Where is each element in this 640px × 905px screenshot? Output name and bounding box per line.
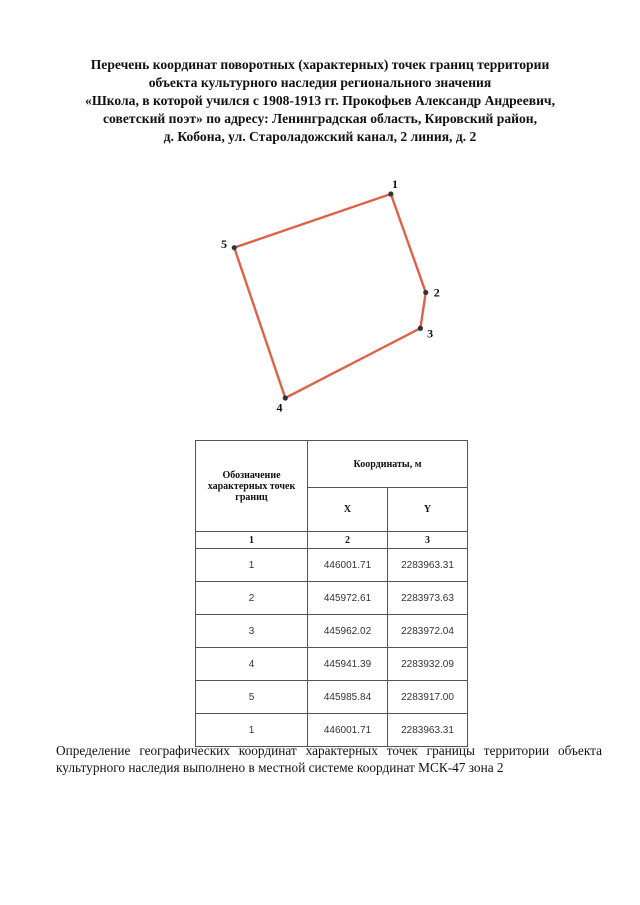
cell-x: 445941.39 [308,648,388,681]
title-line: «Школа, в которой учился с 1908-1913 гг. Прокофьев Александр Андреевич, [85,93,555,108]
title-line: объекта культурного наследия регионального значения [148,75,492,90]
cell-y: 2283963.31 [388,714,468,747]
boundary-plan [200,166,460,426]
cell-point: 3 [196,615,308,648]
cell-point: 5 [196,681,308,714]
header-x: X [308,488,388,532]
cell-x: 445962.02 [308,615,388,648]
boundary-edge [234,248,285,398]
cell-point: 4 [196,648,308,681]
table-row [196,549,468,582]
header-designation: Обозначение характерных точек границ [196,441,308,532]
cell-x: 446001.71 [308,549,388,582]
boundary-point [388,191,393,196]
boundary-edge [234,194,391,248]
boundary-edge [391,194,426,292]
document-title [40,56,600,146]
point-label: 2 [433,285,440,300]
cell-y: 2283973.63 [388,582,468,615]
boundary-edge [285,328,420,398]
cell-y: 2283917.00 [388,681,468,714]
column-number: 3 [388,532,468,549]
header-coordinates: Координаты, м [308,441,468,488]
cell-point: 2 [196,582,308,615]
boundary-edge [420,292,425,328]
point-label: 1 [391,176,398,191]
cell-y: 2283932.09 [388,648,468,681]
cell-point: 1 [196,549,308,582]
note-text: Определение географических координат характерных точек границы территории объекта культурного наследия выполнено в местной системе координат МСК-47 зона 2 [56,743,602,775]
boundary-point [423,290,428,295]
coordinate-system-note [56,742,602,776]
column-number: 1 [196,532,308,549]
boundary-point [283,395,288,400]
title-line: советский поэт» по адресу: Ленинградская область, Кировский район, [103,111,537,126]
table-row [196,648,468,681]
point-label: 5 [220,236,227,251]
header-y: Y [388,488,468,532]
cell-x: 446001.71 [308,714,388,747]
table-row [196,615,468,648]
table-row [196,582,468,615]
boundary-point [232,245,237,250]
point-label: 3 [427,326,434,341]
title-line: Перечень координат поворотных (характерных) точек границ территории [90,57,550,72]
coordinates-table [195,440,468,747]
title-line: д. Кобона, ул. Староладожский канал, 2 линия, д. 2 [163,129,477,144]
cell-x: 445985.84 [308,681,388,714]
table-row [196,681,468,714]
cell-x: 445972.61 [308,582,388,615]
cell-y: 2283972.04 [388,615,468,648]
cell-point: 1 [196,714,308,747]
point-label: 4 [276,400,283,415]
column-number: 2 [308,532,388,549]
boundary-point [418,326,423,331]
cell-y: 2283963.31 [388,549,468,582]
